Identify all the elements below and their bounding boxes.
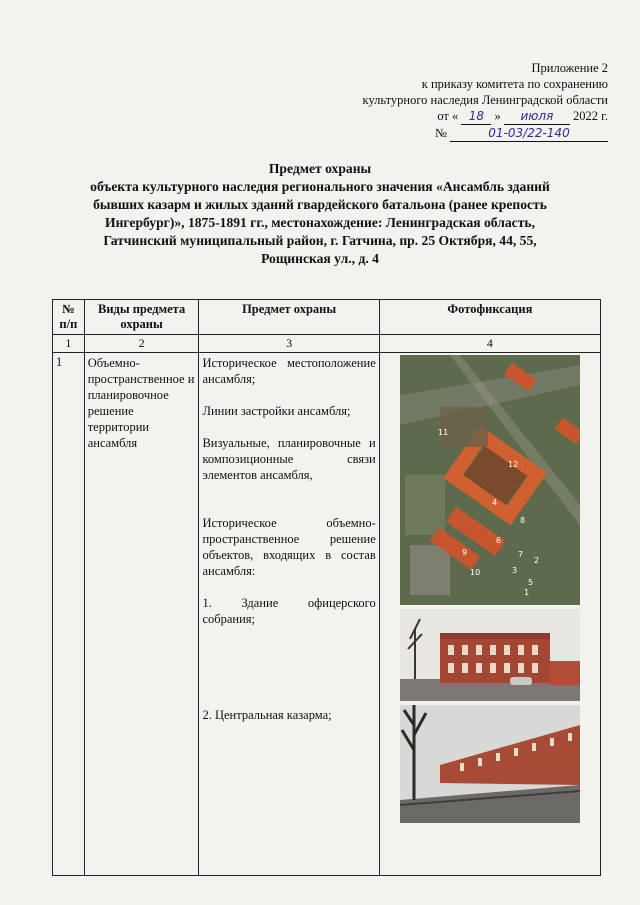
- map-building-label: 1: [523, 588, 529, 597]
- header-photo: Фотофиксация: [379, 300, 600, 335]
- map-building-label: 5: [527, 578, 533, 587]
- date-day: 18: [461, 108, 491, 125]
- map-building-label: 6: [495, 536, 501, 545]
- protection-table: [52, 299, 601, 876]
- row-kind: Объемно-пространственное и планировочное решение территории ансамбля: [84, 353, 199, 876]
- row-number: 1: [53, 353, 85, 876]
- date-month: июля: [504, 108, 570, 125]
- col-number: 4: [379, 335, 600, 353]
- subject-item: 1. Здание офицерского собрания;: [202, 596, 376, 626]
- map-building-label: 2: [533, 556, 539, 565]
- map-building-label: 7: [517, 550, 523, 559]
- appendix-date: от « 18 » июля 2022 г.: [437, 109, 608, 123]
- map-building-label: 8: [519, 516, 525, 525]
- header-subject: Предмет охраны: [199, 300, 379, 335]
- aerial-map-photo: [400, 355, 580, 605]
- subject-item: 2. Центральная казарма;: [202, 708, 332, 722]
- map-building-label: 12: [507, 460, 519, 469]
- row-photos: [379, 353, 600, 876]
- appendix-committee: культурного наследия Ленинградской области: [362, 93, 608, 107]
- date-year: 2022 г.: [573, 109, 608, 123]
- map-building-label: 11: [437, 428, 449, 437]
- row-subject: [199, 353, 379, 876]
- order-number: 01-03/22-140: [450, 125, 608, 142]
- appendix-block: [363, 60, 608, 142]
- col-number: 1: [53, 335, 85, 353]
- document-title: [40, 160, 600, 268]
- col-number: 2: [84, 335, 199, 353]
- central-barracks-photo: [400, 705, 580, 823]
- subject-item: Историческое объемно-пространственное решение объектов, входящих в состав ансамбля:: [202, 516, 376, 578]
- col-number: 3: [199, 335, 379, 353]
- map-building-label: 4: [491, 498, 497, 507]
- appendix-title: Приложение 2: [531, 61, 608, 75]
- subject-item: Линии застройки ансамбля;: [202, 404, 351, 418]
- table-row: [53, 353, 601, 876]
- title-line-3: бывших казарм и жилых зданий гвардейского батальона (ранее крепость: [93, 197, 547, 212]
- table-header-row: [53, 300, 601, 335]
- appendix-order-ref: к приказу комитета по сохранению: [421, 77, 608, 91]
- map-building-label: 9: [461, 548, 467, 557]
- title-line-6: Рощинская ул., д. 4: [261, 251, 379, 266]
- header-kind: Виды предмета охраны: [84, 300, 199, 335]
- title-line-1: Предмет охраны: [268, 161, 372, 176]
- title-line-2: объекта культурного наследия регионального значения «Ансамбль зданий: [90, 179, 550, 194]
- subject-item: Визуальные, планировочные и композиционные связи элементов ансамбля,: [202, 436, 376, 482]
- header-number: № п/п: [53, 300, 85, 335]
- title-line-5: Гатчинский муниципальный район, г. Гатчина, пр. 25 Октября, 44, 55,: [103, 233, 537, 248]
- officers-assembly-photo: [400, 609, 580, 701]
- title-line-4: Ингербург)», 1875-1891 гг., местонахождение: Ленинградская область,: [105, 215, 535, 230]
- column-number-row: [53, 335, 601, 353]
- map-building-label: 10: [469, 568, 481, 577]
- subject-item: Историческое местоположение ансамбля;: [202, 356, 376, 386]
- map-building-label: 3: [511, 566, 517, 575]
- appendix-number: № 01-03/22-140: [363, 125, 608, 142]
